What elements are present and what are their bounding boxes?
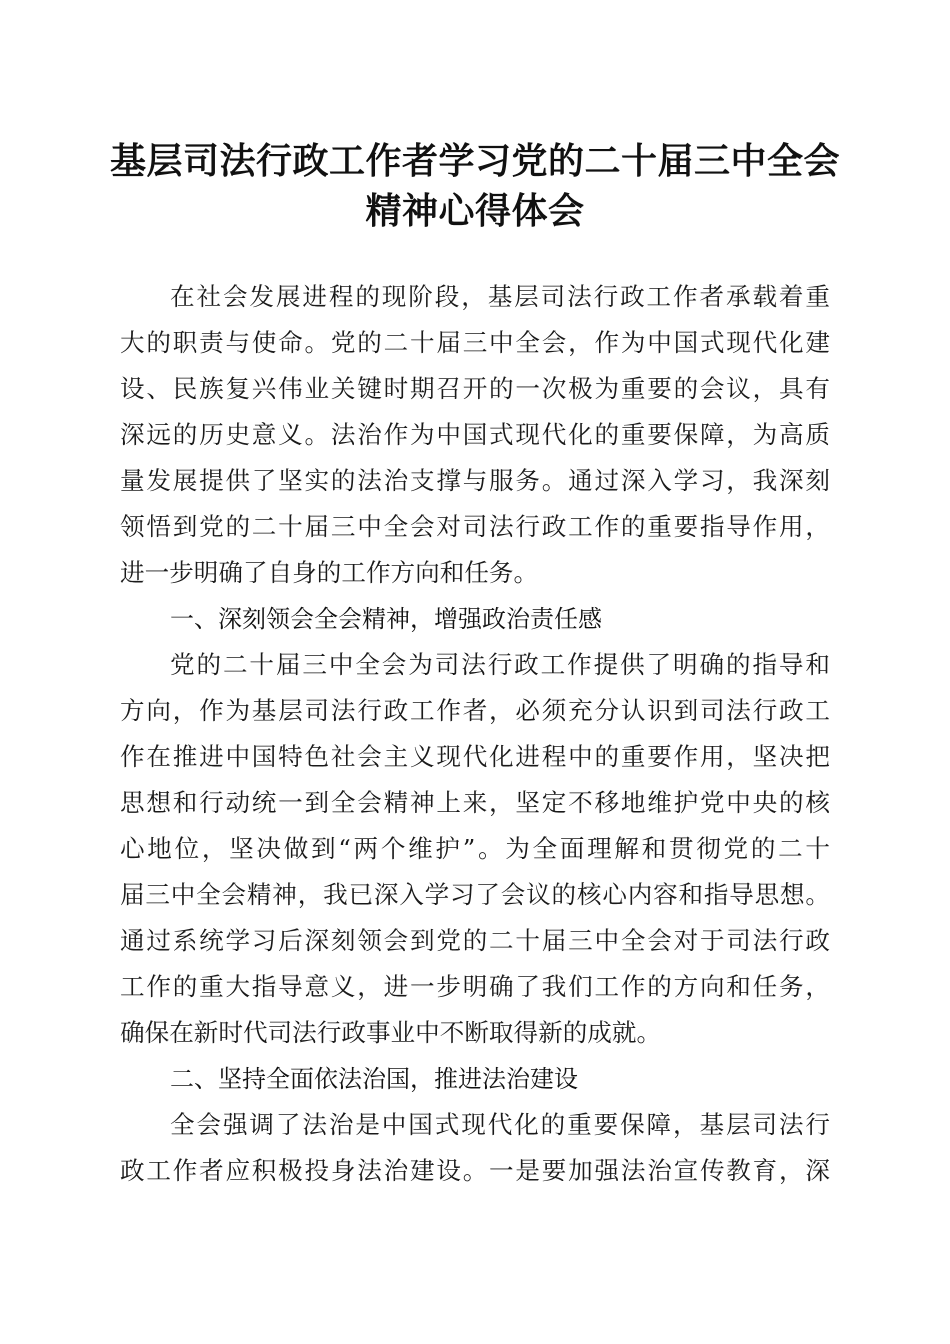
document-title-line-2: 精神心得体会 — [365, 190, 585, 232]
paragraph-2-line-7: 通过系统学习后深刻领会到党的二十届三中全会对于司法行政 — [120, 926, 830, 955]
paragraph-2-line-3: 作在推进中国特色社会主义现代化进程中的重要作用，坚决把 — [120, 742, 830, 771]
paragraph-2-line-5: 心地位，坚决做到“两个维护”。为全面理解和贯彻党的二十 — [120, 834, 830, 863]
section-heading-2: 二、坚持全面依法治国，推进法治建设 — [170, 1065, 578, 1093]
paragraph-2-line-4: 思想和行动统一到全会精神上来，坚定不移地维护党中央的核 — [120, 788, 830, 817]
paragraph-1-line-3: 设、民族复兴伟业关键时期召开的一次极为重要的会议，具有 — [120, 374, 830, 403]
document-title-line-1: 基层司法行政工作者学习党的二十届三中全会 — [109, 140, 840, 182]
section-heading-1: 一、深刻领会全会精神，增强政治责任感 — [170, 605, 602, 633]
paragraph-1-line-5: 量发展提供了坚实的法治支撑与服务。通过深入学习，我深刻 — [120, 466, 830, 495]
paragraph-2-line-2: 方向，作为基层司法行政工作者，必须充分认识到司法行政工 — [120, 696, 830, 725]
paragraph-1-line-7: 进一步明确了自身的工作方向和任务。 — [120, 558, 539, 587]
paragraph-2-line-6: 届三中全会精神，我已深入学习了会议的核心内容和指导思想。 — [120, 880, 830, 909]
paragraph-3-line-2: 政工作者应积极投身法治建设。一是要加强法治宣传教育，深 — [120, 1156, 830, 1185]
paragraph-2-line-1: 党的二十届三中全会为司法行政工作提供了明确的指导和 — [170, 650, 830, 679]
paragraph-1-line-2: 大的职责与使命。党的二十届三中全会，作为中国式现代化建 — [120, 328, 830, 357]
paragraph-1-line-1: 在社会发展进程的现阶段，基层司法行政工作者承载着重 — [170, 282, 830, 311]
paragraph-2-line-9: 确保在新时代司法行政事业中不断取得新的成就。 — [120, 1018, 662, 1047]
paragraph-1-line-4: 深远的历史意义。法治作为中国式现代化的重要保障，为高质 — [120, 420, 830, 449]
paragraph-1-line-6: 领悟到党的二十届三中全会对司法行政工作的重要指导作用， — [120, 512, 830, 541]
paragraph-2-line-8: 工作的重大指导意义，进一步明确了我们工作的方向和任务， — [120, 972, 830, 1001]
paragraph-3-line-1: 全会强调了法治是中国式现代化的重要保障，基层司法行 — [170, 1110, 830, 1139]
